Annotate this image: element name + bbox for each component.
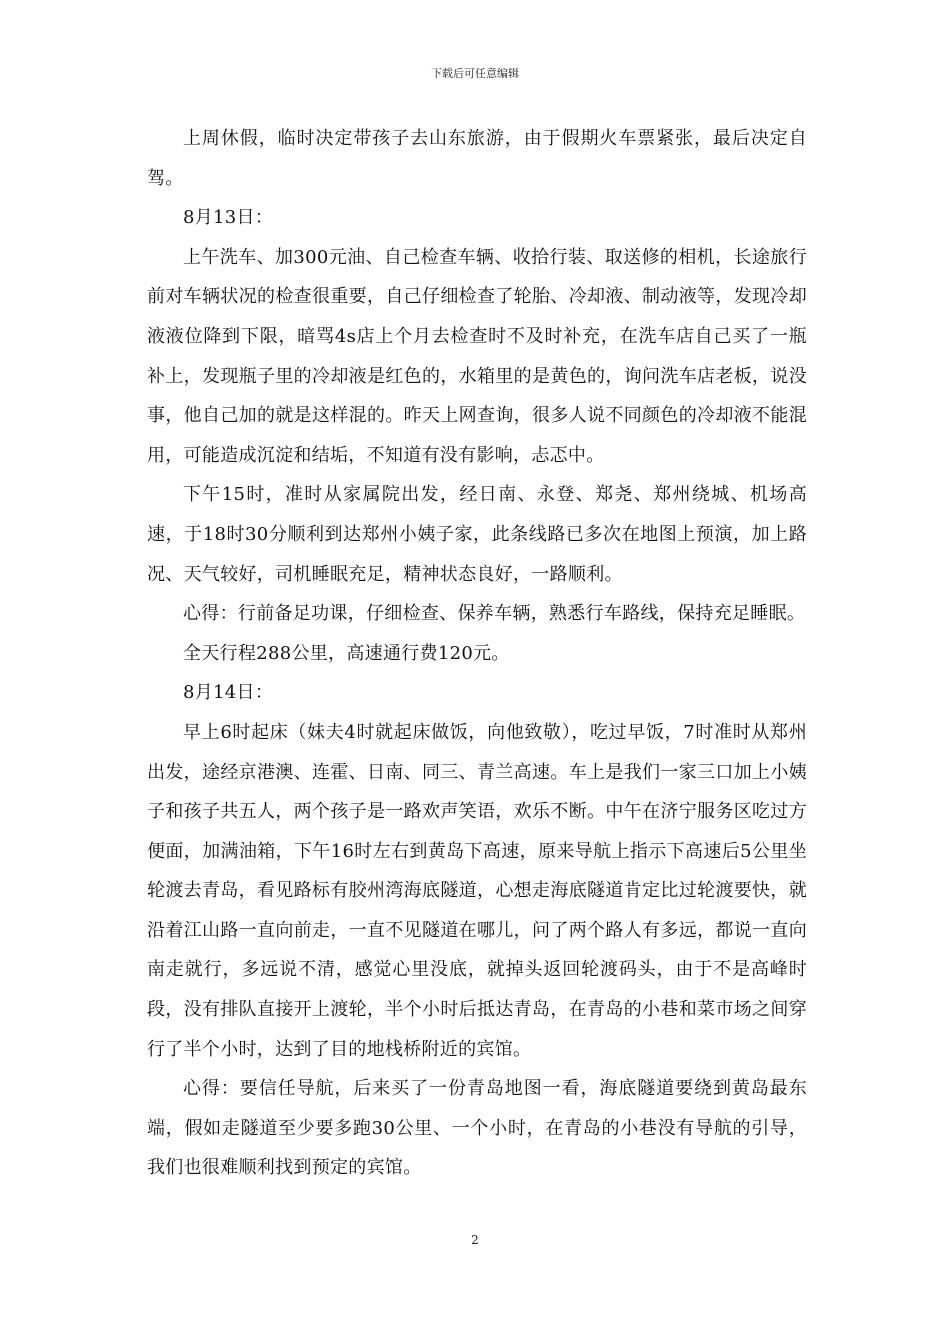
document-body [147,119,807,1188]
page-number: 2 [471,1233,479,1247]
paragraph-lesson-2: 心得：要信任导航，后来买了一份青岛地图一看，海底隧道要绕到黄岛最东端，假如走隧道至少要多跑30公里、一个小时，在青岛的小巷没有导航的引导，我们也很难顺利找到预定的宾馆。 [147,1078,807,1179]
paragraph-lesson-1: 心得：行前备足功课，仔细检查、保养车辆，熟悉行车路线，保持充足睡眠。 [183,603,806,625]
page-header: 下载后可任意编辑 [431,67,519,80]
paragraph-intro: 上周休假，临时决定带孩子去山东旅游，由于假期火车票紧张，最后决定自驾。 [147,128,807,189]
date-heading-aug13: 8月13日： [183,207,274,229]
paragraph-morning-prep: 上午洗车、加300元油、自己检查车辆、收拾行装、取送修的相机，长途旅行前对车辆状况的检查很重要，自己仔细检查了轮胎、冷却液、制动液等，发现冷却液液位降到下限，暗骂4s店上个月去检查时不及时补充，在洗车店自己买了一瓶补上，发现瓶子里的冷却液是红色的，水箱里的是黄色的，询问洗车店老板，说没事，他自己加的就是这样混的。昨天上网查询，很多人说不同颜色的冷却液不能混用，可能造成沉淀和结垢，不知道有没有影响，忐忑中。 [147,246,807,466]
paragraph-aug14-journey: 早上6时起床（妹夫4时就起床做饭，向他致敬），吃过早饭，7时准时从郑州出发，途经京港澳、连霍、日南、同三、青兰高速。车上是我们一家三口加上小姨子和孩子共五人，两个孩子是一路欢声笑语，欢乐不断。中午在济宁服务区吃过方便面，加满油箱，下午16时左右到黄岛下高速，原来导航上指示下高速后5公里坐轮渡去青岛，看见路标有胶州湾海底隧道，心想走海底隧道肯定比过轮渡要快，就沿着江山路一直向前走，一直不见隧道在哪儿，问了两个路人有多远，都说一直向南走就行，多远说不清，感觉心里没底，就掉头返回轮渡码头，由于不是高峰时段，没有排队直接开上渡轮，半个小时后抵达青岛，在青岛的小巷和菜市场之间穿行了半个小时，达到了目的地栈桥附近的宾馆。 [147,721,807,1060]
date-heading-aug14: 8月14日： [183,682,274,704]
paragraph-afternoon-drive: 下午15时，准时从家属院出发，经日南、永登、郑尧、郑州绕城、机场高速，于18时30分顺利到达郑州小姨子家，此条线路已多次在地图上预演，加上路况、天气较好，司机睡眠充足，精神状态良好，一路顺利。 [147,484,807,585]
paragraph-day-summary: 全天行程288公里，高速通行费120元。 [183,642,510,664]
